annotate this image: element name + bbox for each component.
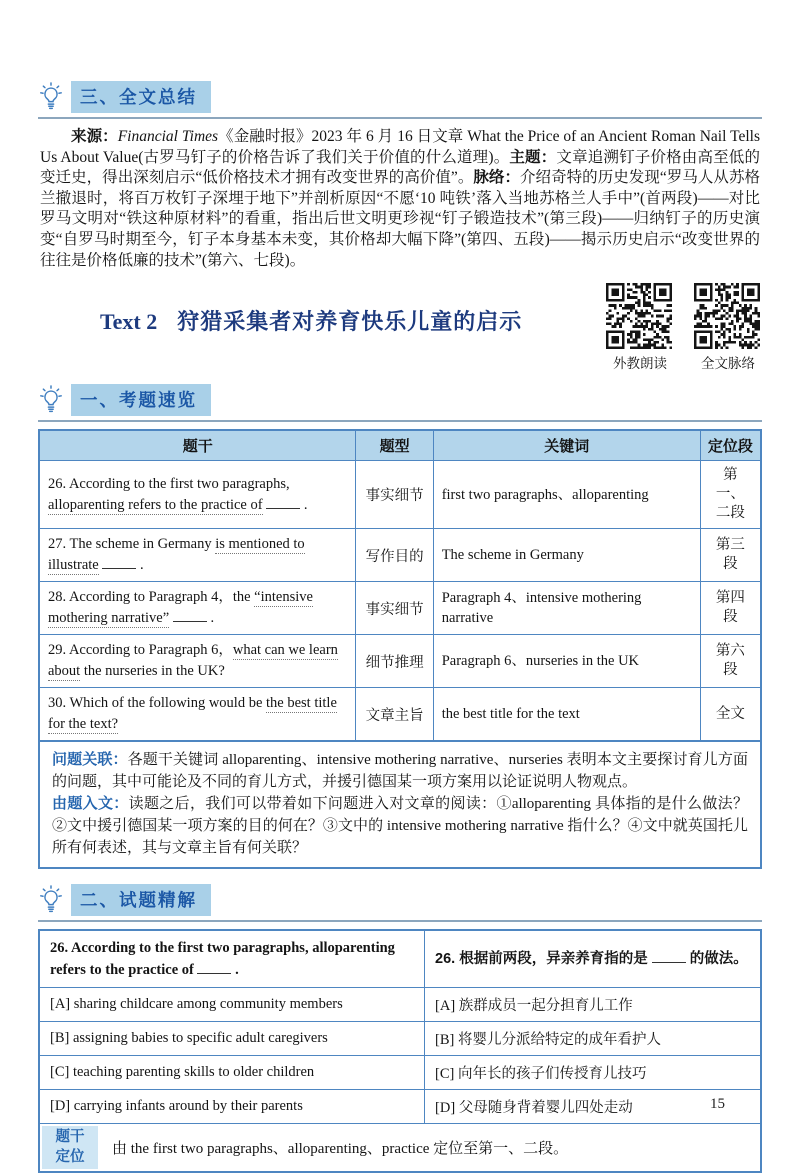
option-chinese: [B] 将婴儿分派给特定的成年看护人 [425, 1022, 761, 1056]
question-stem: 26. According to the first two paragraphs, alloparenting refers to the practice of . [39, 461, 356, 529]
text2-title [100, 305, 522, 371]
blank-line [102, 556, 136, 569]
summary-paragraph: 来源：Financial Times《金融时报》2023 年 6 月 16 日文章 What the Price of an Ancient Roman Nail Tells Us About Value(古罗马钉子的价格告诉了我们关于价值的什么道理)。主题：文章追溯钉子价格由高至低的变迁史，得出深刻启示“低价格技术才拥有改变世界的高价值”。脉络：介绍奇特的历史发现“罗马人从苏格兰撤退时，将百万枚钉子深埋于地下”并剖析原因“不愿‘10 吨铁’落入当地苏格兰人手中”(首两段)——对比罗马文明对“铁这种原材料”的看重，指出后世文明更珍视“钉子锻造技术”(第三段)——归纳钉子的历史演变“自罗马时期至今，钉子本身基本未变，其价格却大幅下降”(第四、五段)——揭示历史启示“改变世界的往往是价格低廉的技术”(第六、七段)。 [40, 128, 760, 269]
note-label: 问题关联： [52, 751, 128, 769]
question-type: 事实细节 [356, 461, 433, 529]
stem-locate-text: 由 the first two paragraphs、alloparenting、practice 定位至第一、二段。 [112, 1141, 569, 1158]
qr-code-icon [606, 283, 672, 349]
summary-section-heading [38, 80, 762, 113]
overview-table-row [39, 635, 761, 688]
note-paragraph [52, 793, 748, 859]
question-26-stem-row [39, 930, 761, 988]
overview-table-body [39, 461, 761, 742]
lightbulb-icon [38, 385, 64, 415]
note-text: 各题干关键词 alloparenting、intensive mothering narrative、nurseries 表明本文主要探讨育儿方面的问题，其中可能论及不同的育儿方式，并援引德国某一项方案用以论证说明人物观点。 [52, 752, 748, 791]
qr-item-outline [694, 283, 762, 371]
text2-chinese-title: 狩猎采集者对养育快乐儿童的启示 [177, 309, 523, 335]
question-stem: 30. Which of the following would be the best title for the text? [39, 688, 356, 742]
question-type: 细节推理 [356, 635, 433, 688]
question-26-stem-english: 26. According to the first two paragraphs, alloparenting refers to the practice of . [39, 930, 425, 988]
question-26-stem-chinese: 26. 根据前两段，异亲养育指的是 的做法。 [425, 930, 761, 988]
blank-line [652, 950, 686, 963]
question-location: 第一、二段 [700, 461, 761, 529]
stem-locate-label [42, 1126, 98, 1169]
lightbulb-icon [38, 82, 64, 112]
qr-item-audio [606, 283, 674, 371]
option-chinese: [C] 向年长的孩子们传授育儿技巧 [425, 1056, 761, 1090]
overview-section-heading [38, 383, 762, 416]
question-type: 文章主旨 [356, 688, 433, 742]
note-paragraph [52, 749, 748, 793]
overview-table-row [39, 688, 761, 742]
overview-table-row [39, 461, 761, 529]
column-header: 题干 [39, 430, 356, 461]
lightbulb-icon [38, 885, 64, 915]
option-english: [A] sharing childcare among community members [39, 988, 425, 1022]
option-english: [B] assigning babies to specific adult caregivers [39, 1022, 425, 1056]
qr-code-icon [694, 283, 760, 349]
overview-table-row [39, 529, 761, 582]
note-label: 由题入文： [52, 795, 129, 813]
note-text: 读题之后，我们可以带着如下问题进入对文章的阅读：①alloparenting 具体指的是什么做法？②文中援引德国某一项方案的目的何在？③文中的 intensive mothering narrative 指什么？④文中就英国托儿所有何表述，其与文章主旨有何关联？ [52, 796, 748, 857]
question-stem: 29. According to Paragraph 6，what can we learn about the nurseries in the UK? [39, 635, 356, 688]
option-row [39, 1056, 761, 1090]
question-stem: 28. According to Paragraph 4，the “intensive mothering narrative” . [39, 582, 356, 635]
blank-line [266, 495, 300, 508]
column-header: 关键词 [433, 430, 700, 461]
overview-table-row [39, 582, 761, 635]
option-chinese: [D] 父母随身背着婴儿四处走动 [425, 1090, 761, 1124]
qr-code-group [606, 275, 762, 371]
question-overview-table [38, 429, 762, 742]
option-chinese: [A] 族群成员一起分担育儿工作 [425, 988, 761, 1022]
question-keywords: The scheme in Germany [433, 529, 700, 582]
column-header: 题型 [356, 430, 433, 461]
question-stem: 27. The scheme in Germany is mentioned to illustrate . [39, 529, 356, 582]
analysis-section-heading [38, 883, 762, 916]
blank-line [197, 961, 231, 974]
question-keywords: Paragraph 4、intensive mothering narrative [433, 582, 700, 635]
column-header: 定位段 [700, 430, 761, 461]
options-body [39, 988, 761, 1124]
option-english: [D] carrying infants around by their parents [39, 1090, 425, 1124]
question-location: 第三段 [700, 529, 761, 582]
question-location: 全文 [700, 688, 761, 742]
section-title-summary: 三、全文总结 [71, 81, 211, 113]
question-notes-box [38, 740, 762, 869]
question-location: 第六段 [700, 635, 761, 688]
text2-title-row [38, 275, 762, 371]
locate-label-line: 题干 [55, 1129, 85, 1146]
option-row [39, 1090, 761, 1124]
section-title-analysis: 二、试题精解 [71, 884, 211, 916]
question-location: 第四段 [700, 582, 761, 635]
section-divider [38, 117, 762, 119]
locate-label-line: 定位 [55, 1148, 85, 1165]
option-english: [C] teaching parenting skills to older children [39, 1056, 425, 1090]
question-keywords: first two paragraphs、alloparenting [433, 461, 700, 529]
question-type: 事实细节 [356, 582, 433, 635]
qr-label-outline: 全文脉络 [701, 356, 755, 372]
question-type: 写作目的 [356, 529, 433, 582]
option-row [39, 1022, 761, 1056]
option-row [39, 988, 761, 1022]
question-26-table [38, 929, 762, 1173]
question-keywords: the best title for the text [433, 688, 700, 742]
section-title-overview: 一、考题速览 [71, 384, 211, 416]
page-number: 15 [710, 1096, 725, 1112]
qr-label-audio: 外教朗读 [613, 356, 667, 372]
question-keywords: Paragraph 6、nurseries in the UK [433, 635, 700, 688]
blank-line [173, 609, 207, 622]
text2-label: Text 2 [100, 309, 158, 335]
section-divider [38, 920, 762, 922]
section-divider [38, 420, 762, 422]
overview-header-row [39, 430, 761, 461]
stem-locate-cell [39, 1124, 761, 1173]
stem-locate-row [39, 1124, 761, 1173]
